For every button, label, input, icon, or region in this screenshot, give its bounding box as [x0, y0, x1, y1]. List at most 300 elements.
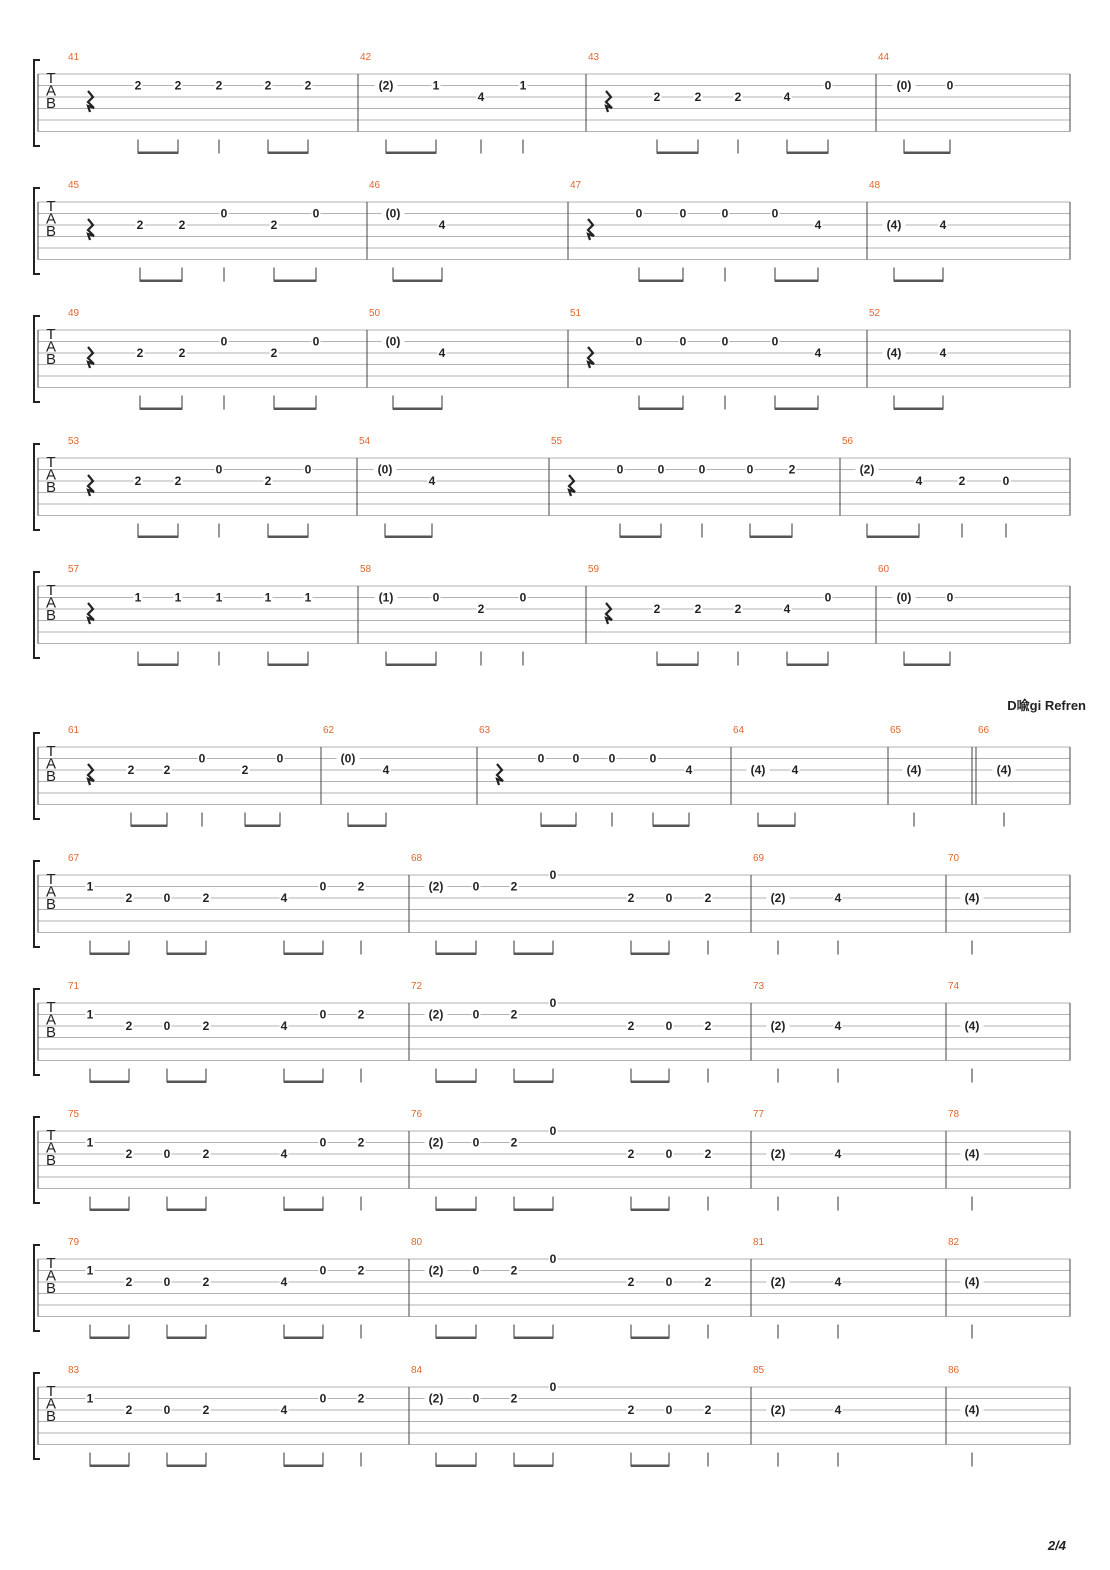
fret-number: 0 — [657, 462, 665, 477]
beam — [436, 1465, 476, 1468]
fret-number: 2 — [694, 602, 702, 616]
fret-number: 0 — [635, 206, 643, 221]
fret-number: 4 — [939, 346, 947, 360]
measure-number: 79 — [68, 1237, 80, 1248]
fret-number: 2 — [174, 78, 182, 93]
fret-number: 2 — [357, 1391, 365, 1406]
beam — [514, 1081, 553, 1084]
measure-number: 81 — [753, 1237, 765, 1248]
fret-number: 0 — [163, 891, 171, 905]
tab-clef-letter: A — [45, 1011, 57, 1029]
fret-number: 0 — [319, 1007, 327, 1022]
fret-number: 0 — [319, 879, 327, 894]
fret-number: 4 — [280, 1403, 288, 1417]
beam — [867, 536, 919, 539]
fret-number: 2 — [734, 90, 742, 104]
fret-number: 1 — [519, 78, 527, 93]
beam — [894, 408, 943, 411]
fret-number: 0 — [319, 1135, 327, 1150]
beam — [138, 664, 178, 667]
fret-number: 0 — [771, 206, 779, 221]
beam — [631, 953, 669, 956]
tab-clef-letter: B — [45, 1280, 57, 1297]
measure-number: 67 — [68, 853, 80, 864]
beam — [274, 408, 316, 411]
fret-number: 2 — [163, 763, 171, 777]
measure-number: 47 — [570, 180, 582, 191]
beam — [386, 152, 436, 155]
beam — [90, 953, 129, 956]
fret-number: 0 — [572, 751, 580, 766]
beam — [758, 825, 795, 828]
fret-number: 0 — [198, 751, 206, 766]
tab-clef-letter: A — [45, 338, 57, 356]
fret-number: (2) — [770, 891, 786, 905]
fret-number: 0 — [549, 868, 557, 882]
beam — [639, 408, 683, 411]
fret-number: (4) — [996, 763, 1012, 777]
fret-number: (4) — [964, 1019, 980, 1033]
beam — [245, 825, 280, 828]
fret-number: 0 — [635, 334, 643, 349]
tab-clef-letter: T — [46, 743, 56, 760]
fret-number: 0 — [946, 590, 954, 605]
beam — [167, 1465, 206, 1468]
fret-number: 1 — [86, 1391, 94, 1406]
fret-number: (2) — [770, 1147, 786, 1161]
measure-number: 59 — [588, 564, 600, 575]
beam — [631, 1465, 669, 1468]
fret-number: 0 — [519, 590, 527, 605]
fret-number: (2) — [428, 879, 444, 894]
system-bracket — [34, 188, 40, 274]
beam — [631, 1337, 669, 1340]
tab-system — [34, 1365, 1070, 1467]
fret-number: 1 — [86, 879, 94, 894]
measure-number: 76 — [411, 1109, 423, 1120]
beam — [775, 280, 818, 283]
beam — [775, 408, 818, 411]
fret-number: 2 — [125, 1147, 133, 1161]
measure-number: 77 — [753, 1109, 765, 1120]
fret-number: 0 — [824, 78, 832, 93]
fret-number: 2 — [125, 891, 133, 905]
fret-number: (2) — [428, 1391, 444, 1406]
beam — [284, 1337, 323, 1340]
fret-number: 2 — [510, 1007, 518, 1022]
fret-number: (2) — [428, 1263, 444, 1278]
fret-number: (1) — [378, 590, 394, 605]
tab-clef-letter: B — [45, 1408, 57, 1425]
fret-number: 0 — [549, 1380, 557, 1394]
fret-number: 4 — [685, 763, 693, 777]
system-bracket — [34, 989, 40, 1075]
measure-number: 80 — [411, 1237, 423, 1248]
measure-number: 63 — [479, 725, 491, 736]
fret-number: 2 — [215, 78, 223, 93]
measure-number: 65 — [890, 725, 902, 736]
fret-number: 1 — [215, 590, 223, 605]
fret-number: 4 — [814, 218, 822, 232]
fret-number: 2 — [202, 891, 210, 905]
fret-number: 2 — [241, 763, 249, 777]
fret-number: 2 — [178, 218, 186, 232]
fret-number: 2 — [264, 78, 272, 93]
fret-number: 0 — [549, 1124, 557, 1138]
beam — [268, 664, 308, 667]
fret-number: 0 — [276, 751, 284, 766]
fret-number: 0 — [432, 590, 440, 605]
fret-number: 4 — [438, 346, 446, 360]
fret-number: 0 — [472, 879, 480, 894]
beam — [167, 1209, 206, 1212]
tab-clef-letter: B — [45, 351, 57, 368]
beam — [268, 152, 308, 155]
fret-number: 2 — [704, 891, 712, 905]
measure-number: 83 — [68, 1365, 80, 1376]
fret-number: 0 — [824, 590, 832, 605]
fret-number: 4 — [477, 90, 485, 104]
measure-number: 60 — [878, 564, 890, 575]
fret-number: 2 — [134, 78, 142, 93]
tab-clef-letter: T — [46, 999, 56, 1016]
beam — [138, 536, 178, 539]
beam — [138, 152, 178, 155]
fret-number: 4 — [834, 1019, 842, 1033]
fret-number: 0 — [319, 1391, 327, 1406]
system-bracket — [34, 1245, 40, 1331]
tab-system — [34, 725, 1070, 827]
beam — [90, 1081, 129, 1084]
measure-number: 64 — [733, 725, 745, 736]
fret-number: 2 — [704, 1019, 712, 1033]
measure-number: 66 — [978, 725, 990, 736]
beam — [541, 825, 576, 828]
measure-number: 72 — [411, 981, 423, 992]
beam — [514, 1209, 553, 1212]
fret-number: 2 — [202, 1275, 210, 1289]
fret-number: (4) — [964, 891, 980, 905]
fret-number: 0 — [721, 334, 729, 349]
beam — [348, 825, 386, 828]
fret-number: 0 — [312, 334, 320, 349]
fret-number: (0) — [385, 334, 401, 349]
tab-system — [34, 308, 1070, 410]
fret-number: 2 — [477, 602, 485, 616]
tab-clef-letter: A — [45, 594, 57, 612]
fret-number: 2 — [510, 879, 518, 894]
fret-number: (4) — [964, 1147, 980, 1161]
fret-number: 0 — [746, 462, 754, 477]
fret-number: 4 — [939, 218, 947, 232]
tab-clef-letter: B — [45, 479, 57, 496]
tab-system — [34, 436, 1070, 538]
fret-number: 2 — [627, 1019, 635, 1033]
beam — [393, 280, 442, 283]
measure-number: 48 — [869, 180, 881, 191]
beam — [514, 1337, 553, 1340]
tab-clef-letter: T — [46, 70, 56, 87]
fret-number: 0 — [163, 1147, 171, 1161]
tab-clef-letter: T — [46, 871, 56, 888]
tab-system — [34, 853, 1070, 955]
measure-number: 41 — [68, 52, 80, 63]
fret-number: 2 — [704, 1403, 712, 1417]
tab-system — [34, 981, 1070, 1083]
beam — [904, 664, 950, 667]
fret-number: 1 — [134, 590, 142, 605]
system-bracket — [34, 1117, 40, 1203]
measure-number: 52 — [869, 308, 881, 319]
fret-number: 2 — [958, 474, 966, 488]
system-bracket — [34, 733, 40, 819]
fret-number: 0 — [549, 996, 557, 1010]
tab-clef-letter: B — [45, 607, 57, 624]
fret-number: 4 — [834, 1275, 842, 1289]
fret-number: 2 — [136, 346, 144, 360]
fret-number: (0) — [385, 206, 401, 221]
fret-number: 2 — [510, 1391, 518, 1406]
fret-number: 2 — [125, 1019, 133, 1033]
fret-number: (0) — [377, 462, 393, 477]
measure-number: 86 — [948, 1365, 960, 1376]
fret-number: 4 — [791, 763, 799, 777]
beam — [393, 408, 442, 411]
beam — [167, 1081, 206, 1084]
beam — [514, 953, 553, 956]
fret-number: (4) — [906, 763, 922, 777]
beam — [90, 1465, 129, 1468]
measure-number: 62 — [323, 725, 335, 736]
tab-clef-letter: T — [46, 326, 56, 343]
measure-number: 58 — [360, 564, 372, 575]
fret-number: 1 — [304, 590, 312, 605]
fret-number: 4 — [280, 891, 288, 905]
fret-number: 2 — [627, 1403, 635, 1417]
tab-clef-letter: B — [45, 896, 57, 913]
fret-number: 2 — [653, 90, 661, 104]
fret-number: 2 — [202, 1403, 210, 1417]
measure-number: 43 — [588, 52, 600, 63]
fret-number: 2 — [304, 78, 312, 93]
fret-number: 4 — [280, 1275, 288, 1289]
measure-number: 84 — [411, 1365, 423, 1376]
tab-clef-letter: B — [45, 768, 57, 785]
tab-clef-letter: A — [45, 1267, 57, 1285]
fret-number: 0 — [665, 1275, 673, 1289]
beam — [657, 152, 698, 155]
fret-number: 2 — [270, 346, 278, 360]
tab-system — [34, 52, 1070, 154]
beam — [167, 1337, 206, 1340]
beam — [787, 152, 828, 155]
measure-number: 78 — [948, 1109, 960, 1120]
beam — [90, 1209, 129, 1212]
system-bracket — [34, 316, 40, 402]
tab-clef-letter: T — [46, 198, 56, 215]
beam — [436, 953, 476, 956]
fret-number: 0 — [537, 751, 545, 766]
measure-number: 73 — [753, 981, 765, 992]
fret-number: 4 — [814, 346, 822, 360]
system-bracket — [34, 444, 40, 530]
fret-number: 1 — [264, 590, 272, 605]
measure-number: 50 — [369, 308, 381, 319]
fret-number: 2 — [788, 462, 796, 477]
fret-number: 0 — [215, 462, 223, 477]
system-bracket — [34, 572, 40, 658]
fret-number: 0 — [163, 1403, 171, 1417]
fret-number: 0 — [665, 1147, 673, 1161]
tab-clef-letter: T — [46, 1255, 56, 1272]
fret-number: 0 — [698, 462, 706, 477]
fret-number: 2 — [125, 1275, 133, 1289]
fret-number: 0 — [649, 751, 657, 766]
measure-number: 70 — [948, 853, 960, 864]
beam — [90, 1337, 129, 1340]
tab-clef-letter: A — [45, 466, 57, 484]
system-bracket — [34, 1373, 40, 1459]
beam — [657, 664, 698, 667]
measure-number: 57 — [68, 564, 80, 575]
fret-number: (4) — [750, 763, 766, 777]
measure-number: 51 — [570, 308, 582, 319]
fret-number: 2 — [627, 1147, 635, 1161]
beam — [904, 152, 950, 155]
fret-number: 4 — [280, 1147, 288, 1161]
tab-clef-letter: A — [45, 755, 57, 773]
system-bracket — [34, 861, 40, 947]
fret-number: 0 — [312, 206, 320, 221]
fret-number: 4 — [834, 1147, 842, 1161]
fret-number: 2 — [357, 879, 365, 894]
tab-system — [34, 1237, 1070, 1339]
fret-number: 2 — [202, 1147, 210, 1161]
tab-clef-letter: T — [46, 582, 56, 599]
fret-number: 0 — [304, 462, 312, 477]
tab-clef-letter: A — [45, 210, 57, 228]
fret-number: 0 — [1002, 474, 1010, 488]
fret-number: 2 — [510, 1135, 518, 1150]
fret-number: (4) — [964, 1403, 980, 1417]
fret-number: 2 — [178, 346, 186, 360]
measure-number: 46 — [369, 180, 381, 191]
fret-number: 0 — [608, 751, 616, 766]
measure-number: 56 — [842, 436, 854, 447]
beam — [514, 1465, 553, 1468]
tab-clef-letter: T — [46, 454, 56, 471]
beam — [436, 1209, 476, 1212]
beam — [436, 1081, 476, 1084]
tab-clef-letter: T — [46, 1127, 56, 1144]
fret-number: 2 — [653, 602, 661, 616]
fret-number: 0 — [771, 334, 779, 349]
tab-system — [34, 180, 1070, 282]
fret-number: 0 — [163, 1019, 171, 1033]
fret-number: 1 — [432, 78, 440, 93]
beam — [284, 1465, 323, 1468]
fret-number: 2 — [704, 1147, 712, 1161]
tab-system — [34, 1109, 1070, 1211]
fret-number: 4 — [834, 891, 842, 905]
fret-number: 2 — [174, 474, 182, 488]
tab-clef-letter: B — [45, 1152, 57, 1169]
fret-number: (2) — [770, 1275, 786, 1289]
fret-number: 0 — [616, 462, 624, 477]
fret-number: 0 — [319, 1263, 327, 1278]
fret-number: 4 — [382, 763, 390, 777]
fret-number: 2 — [694, 90, 702, 104]
measure-number: 82 — [948, 1237, 960, 1248]
fret-number: 2 — [202, 1019, 210, 1033]
measure-number: 68 — [411, 853, 423, 864]
fret-number: 2 — [357, 1263, 365, 1278]
measure-number: 44 — [878, 52, 890, 63]
beam — [631, 1081, 669, 1084]
fret-number: 2 — [627, 1275, 635, 1289]
tab-clef-letter: B — [45, 223, 57, 240]
fret-number: 4 — [915, 474, 923, 488]
fret-number: 4 — [834, 1403, 842, 1417]
page-number: 2/4 — [1047, 1538, 1066, 1553]
beam — [284, 1081, 323, 1084]
fret-number: 4 — [438, 218, 446, 232]
fret-number: 4 — [783, 602, 791, 616]
fret-number: 1 — [86, 1135, 94, 1150]
beam — [436, 1337, 476, 1340]
measure-number: 54 — [359, 436, 371, 447]
measure-number: 71 — [68, 981, 80, 992]
fret-number: 1 — [86, 1263, 94, 1278]
fret-number: 0 — [220, 206, 228, 221]
fret-number: 2 — [136, 218, 144, 232]
fret-number: 0 — [679, 206, 687, 221]
tab-clef-letter: A — [45, 82, 57, 100]
fret-number: (2) — [859, 462, 875, 477]
measure-number: 45 — [68, 180, 80, 191]
fret-number: 4 — [280, 1019, 288, 1033]
beam — [284, 1209, 323, 1212]
beam — [131, 825, 167, 828]
fret-number: 2 — [510, 1263, 518, 1278]
fret-number: 0 — [472, 1135, 480, 1150]
beam — [268, 536, 308, 539]
fret-number: (2) — [428, 1135, 444, 1150]
beam — [631, 1209, 669, 1212]
fret-number: 0 — [721, 206, 729, 221]
fret-number: (4) — [964, 1275, 980, 1289]
tab-clef-letter: T — [46, 1383, 56, 1400]
fret-number: 0 — [665, 891, 673, 905]
measure-number: 74 — [948, 981, 960, 992]
tab-clef-letter: A — [45, 1395, 57, 1413]
beam — [750, 536, 792, 539]
tab-clef-letter: A — [45, 1139, 57, 1157]
fret-number: 0 — [472, 1007, 480, 1022]
beam — [140, 408, 182, 411]
fret-number: 2 — [627, 891, 635, 905]
fret-number: 1 — [174, 590, 182, 605]
fret-number: (4) — [886, 218, 902, 232]
beam — [284, 953, 323, 956]
fret-number: 4 — [783, 90, 791, 104]
beam — [385, 536, 432, 539]
measure-number: 42 — [360, 52, 372, 63]
section-label: D喩gi Refren — [1007, 698, 1086, 713]
fret-number: 0 — [946, 78, 954, 93]
measure-number: 55 — [551, 436, 563, 447]
measure-number: 75 — [68, 1109, 80, 1120]
